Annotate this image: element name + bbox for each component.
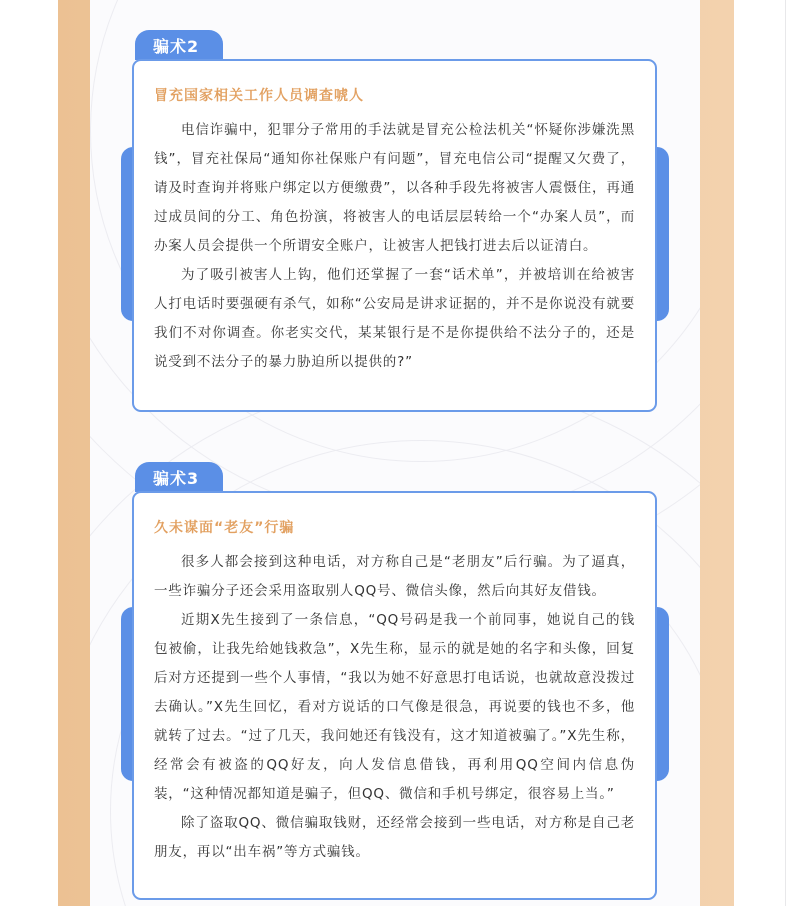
section-paragraph: 为了吸引被害人上钩，他们还掌握了一套“话术单”，并被培训在给被害人打电话时要强硬有杀气，如称“公安局是讲求证据的，并不是你说没有就要我们不对你调查。你老实交代，某某银行是不是你提供给不法分子的，还是说受到不法分子的暴力胁迫所以提供的?” bbox=[154, 267, 635, 370]
section-paragraph: 电信诈骗中，犯罪分子常用的手法就是冒充公检法机关“怀疑你涉嫌洗黑钱”，冒充社保局“通知你社保账户有问题”，冒充电信公司“提醒又欠费了，请及时查询并将账户绑定以方便缴费”，以各种手段先将被害人震慑住，再通过成员间的分工、角色扮演，将被害人的电话层层转给一个“办案人员”，而办案人员会提供一个所谓安全账户，让被害人把钱打进去后以证清白。 bbox=[154, 122, 635, 254]
section-tab-label: 骗术3 bbox=[135, 462, 223, 492]
section-paragraph: 很多人都会接到这种电话，对方称自己是“老朋友”后行骗。为了逼真，一些诈骗分子还会采用盗取别人QQ号、微信头像，然后向其好友借钱。 bbox=[154, 554, 635, 599]
section-title: 久未谋面“老友”行骗 bbox=[154, 520, 295, 536]
section-tab-label: 骗术2 bbox=[135, 30, 223, 60]
section-title: 冒充国家相关工作人员调查唬人 bbox=[154, 88, 364, 104]
page-edge-divider bbox=[785, 0, 786, 906]
section-paragraph: 近期X先生接到了一条信息，“QQ号码是我一个前同事，她说自己的钱包被偷，让我先给她钱救急”，X先生称，显示的就是她的名字和头像，回复后对方还提到一些个人事情，“我以为她不好意思打电话说，也就故意没拨过去确认。”X先生回忆，看对方说话的口气像是很急，再说要的钱也不多，他就转了过去。“过了几天，我问她还有钱没有，这才知道被骗了。”X先生称，经常会有被盗的QQ好友，向人发信息借钱，再利用QQ空间内信息伪装，“这种情况都知道是骗子，但QQ、微信和手机号绑定，很容易上当。” bbox=[154, 612, 635, 802]
section-paragraph: 除了盗取QQ、微信骗取钱财，还经常会接到一些电话，对方称是自己老朋友，再以“出车祸”等方式骗钱。 bbox=[154, 815, 635, 860]
section-card bbox=[132, 59, 657, 412]
section-card bbox=[132, 491, 657, 900]
